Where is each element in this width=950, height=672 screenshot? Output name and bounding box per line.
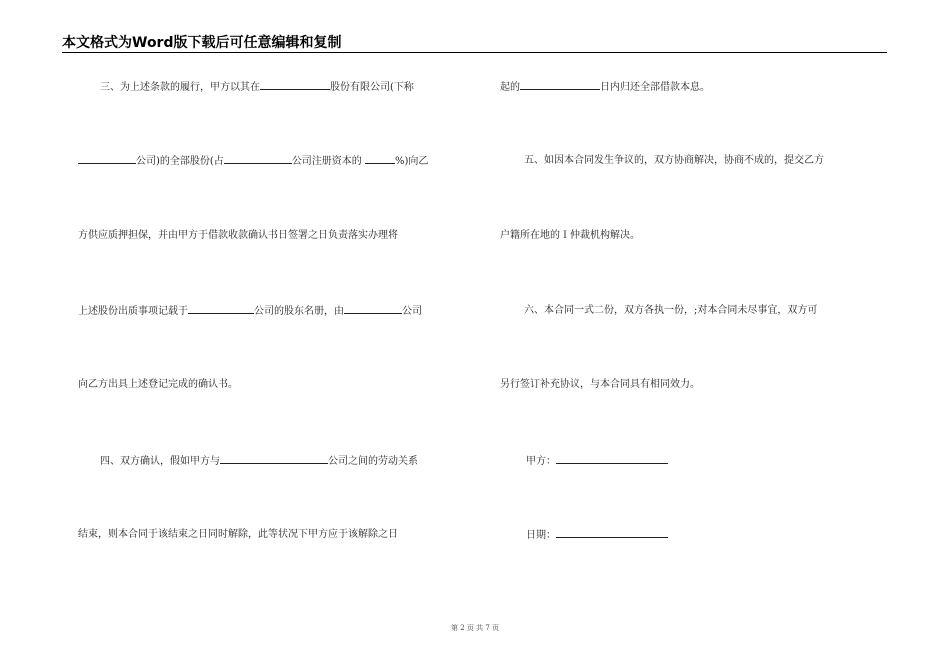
signature-label: 甲方： [526,456,556,467]
document-header-title: 本文格式为Word版下载后可任意编辑和复制 [62,35,342,51]
header-rule [62,52,887,53]
clause-3-line-4 [78,304,422,319]
clause-4-line-2: 结束，则本合同于该结束之日同时解除，此等状况下甲方应于该解除之日 [78,529,398,540]
clause-3-line-2 [78,154,428,169]
date-blank [556,528,668,538]
clause-3-line-3: 方供应质押担保，并由甲方于借款收款确认书日签署之日负责落实办理将 [78,230,398,241]
text: 四、双方确认，假如甲方与 [100,456,220,467]
signature-blank [556,454,668,464]
page-number: 第 2 页 共 7 页 [450,624,500,632]
clause-6-line-2: 另行签订补充协议，与本合同具有相同效力。 [500,379,700,390]
signature-date [526,528,668,543]
text: 公司的股东名册，由 [254,306,344,317]
text: 公司 [402,306,422,317]
text: 股份有限公司(下称 [330,82,414,93]
clause-3-line-5: 向乙方出具上述登记完成的确认书。 [78,379,238,390]
blank-field [520,80,600,90]
clause-5-line-1: 五、如因本合同发生争议的，双方协商解决，协商不成的，提交乙方 [524,155,824,166]
blank-field [365,154,395,164]
text: 公司)的全部股份(占 [136,156,224,167]
signature-party-a [526,454,668,469]
blank-field [188,304,254,314]
date-label: 日期： [526,530,556,541]
blank-field [224,154,292,164]
text: 起的 [500,82,520,93]
text: 三、为上述条款的履行，甲方以其在 [100,82,260,93]
text: %)向乙 [395,156,429,167]
blank-field [78,154,136,164]
text: 公司之间的劳动关系 [328,456,418,467]
clause-4-line-1 [100,454,418,469]
clause-3-line-1 [100,80,414,95]
blank-field [344,304,402,314]
text: 上述股份出质事项记载于 [78,306,188,317]
clause-6-line-1: 六、本合同一式二份，双方各执一份，;对本合同未尽事宜，双方可 [524,305,818,316]
text: 日内归还全部借款本息。 [600,82,710,93]
text: 公司注册资本的 [291,156,362,167]
blank-field [260,80,330,90]
clause-5-line-2: 户籍所在地的Ｉ仲裁机构解决。 [500,230,640,241]
blank-field [220,454,328,464]
clause-4-line-3 [500,80,710,95]
